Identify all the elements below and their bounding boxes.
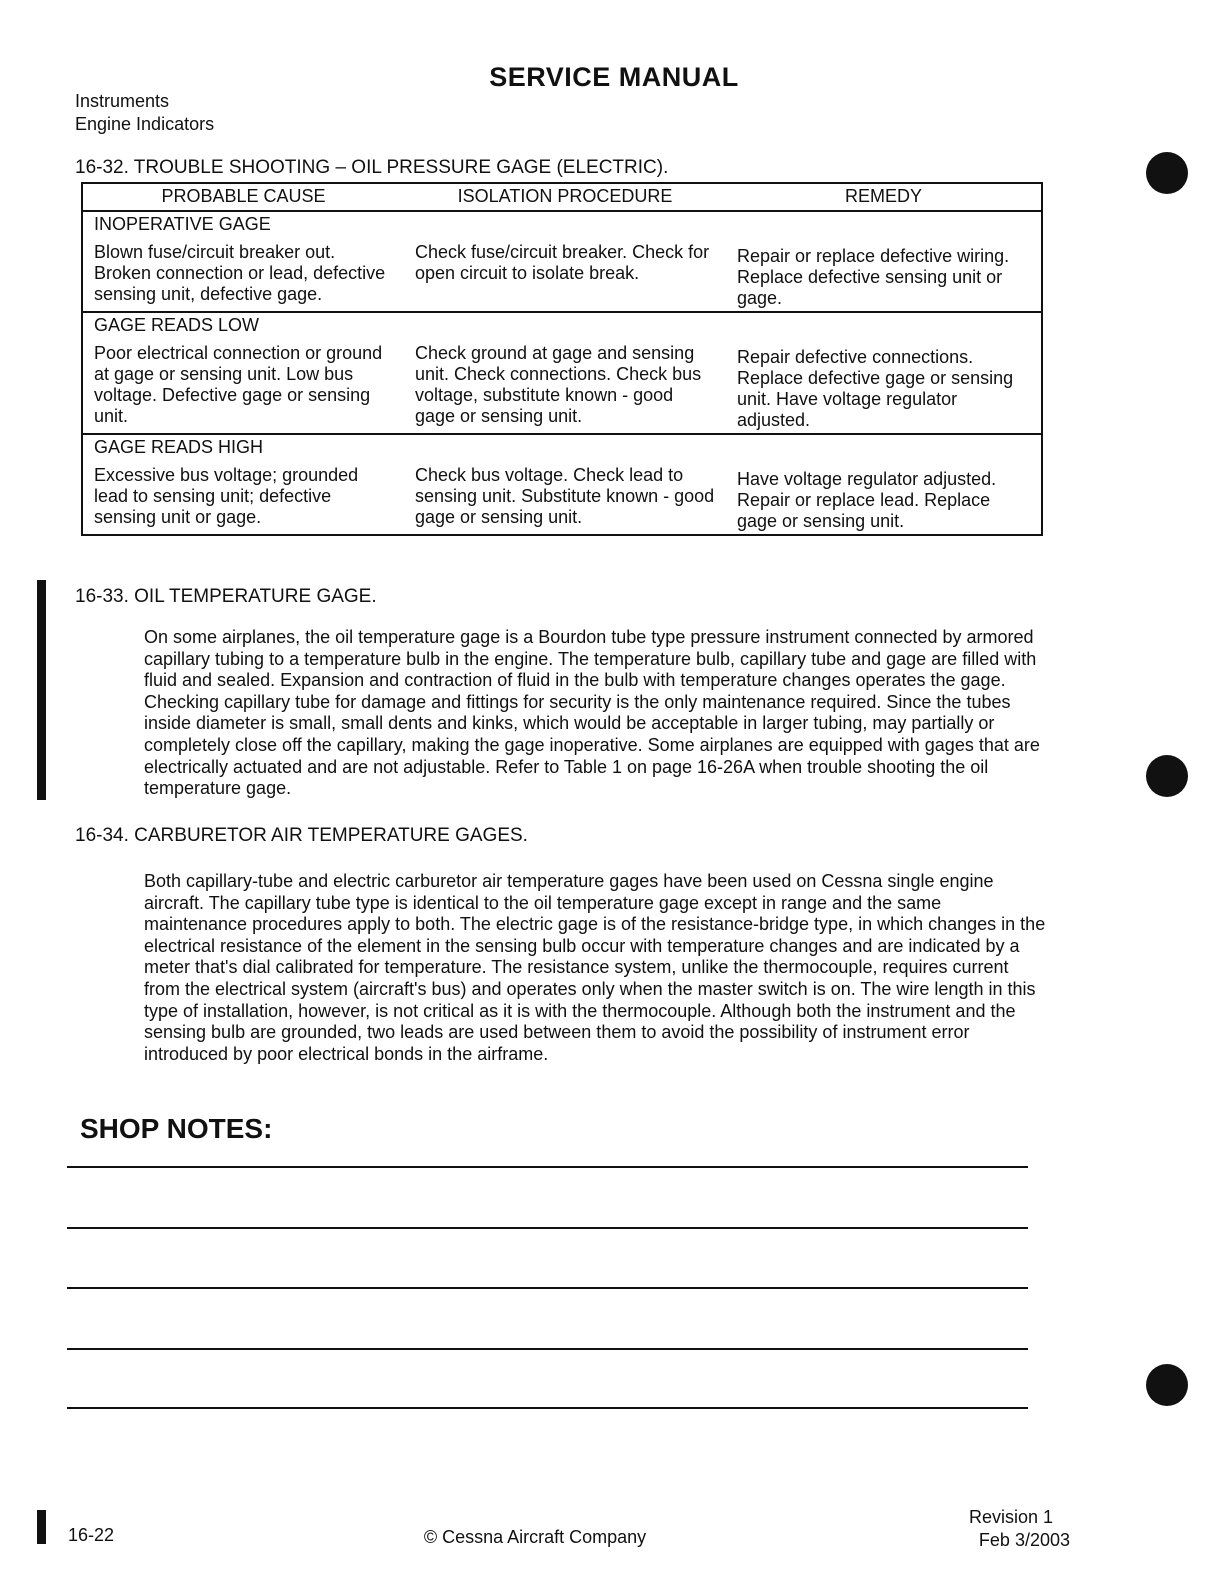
page-number: 16-22 xyxy=(68,1525,115,1545)
page-title: SERVICE MANUAL xyxy=(489,62,739,92)
revision-label: Revision 1 xyxy=(968,1507,1053,1527)
isolation-procedure-cell: Check fuse/circuit breaker. Check for open circuit to isolate break. xyxy=(404,238,726,312)
remedy-cell: Repair or replace defective wiring. Replace defective sensing unit or gage. xyxy=(726,238,1042,312)
section-heading-oil-temperature-gage: 16-33. OIL TEMPERATURE GAGE. xyxy=(75,586,377,607)
remedy-cell: Have voltage regulator adjusted. Repair or replace lead. Replace gage or sensing unit. xyxy=(737,469,997,531)
revision-date: Feb 3/2003 xyxy=(978,1530,1070,1550)
probable-cause-cell: Excessive bus voltage; grounded lead to sensing unit; defective sensing unit or gage. xyxy=(94,465,359,527)
revision-change-bar xyxy=(37,580,46,800)
binder-hole xyxy=(1146,152,1188,194)
binder-hole xyxy=(1146,1364,1188,1406)
column-header-remedy: REMEDY xyxy=(726,183,1042,211)
shop-notes-line xyxy=(67,1348,1028,1350)
trouble-shooting-table xyxy=(81,182,1043,536)
remedy-cell: Repair defective connections. Replace defective gage or sensing unit. Have voltage regulator adjusted. xyxy=(726,339,1042,434)
paragraph-oil-temperature-gage: On some airplanes, the oil temperature gage is a Bourdon tube type pressure instrument connected by armored capillary tubing to a temperature bulb in the engine. The temperature bulb, capillary tube and gage are filled with fluid and sealed. Expansion and contraction of fluid in the bulb with temperature changes operates the gage. Checking capillary tube for damage and fittings for security is the only maintenance required. Since the tubes inside diameter is small, small dents and kinks, which would be acceptable in larger tubing, may partially or completely close off the capillary, making the gage inoperative. Some airplanes are equipped with gages that are electrically actuated and are not adjustable. Refer to Table 1 on page 16-26A when trouble shooting the oil temperature gage. xyxy=(144,627,1040,799)
shop-notes-line xyxy=(67,1407,1028,1409)
breadcrumb-subsection: Engine Indicators xyxy=(75,114,215,134)
isolation-procedure-cell: Check bus voltage. Check lead to sensing unit. Substitute known - good gage or sensing unit. xyxy=(415,465,715,527)
probable-cause-cell: Blown fuse/circuit breaker out. Broken connection or lead, defective sensing unit, defective gage. xyxy=(82,238,404,312)
table-section-heading-row xyxy=(82,312,1042,339)
section-heading: INOPERATIVE GAGE xyxy=(94,214,271,234)
shop-notes-line xyxy=(67,1287,1028,1289)
table-section-heading-row xyxy=(82,434,1042,461)
shop-notes-line xyxy=(67,1166,1028,1168)
table-section-heading-row xyxy=(82,211,1042,238)
table-row xyxy=(82,461,1042,535)
table-row xyxy=(82,339,1042,434)
probable-cause-cell: Poor electrical connection or ground at gage or sensing unit. Low bus voltage. Defective gage or sensing unit. xyxy=(82,339,404,434)
table-row xyxy=(82,238,1042,312)
section-heading: GAGE READS HIGH xyxy=(94,437,264,457)
table-header-row xyxy=(82,183,1042,211)
section-heading-carburetor-air-temperature-gages: 16-34. CARBURETOR AIR TEMPERATURE GAGES. xyxy=(75,825,528,846)
column-header-probable-cause: PROBABLE CAUSE xyxy=(82,183,404,211)
paragraph-carburetor-air-temperature-gages: Both capillary-tube and electric carburetor air temperature gages have been used on Cessna single engine aircraft. The capillary tube type is identical to the oil temperature gage except in range and the same maintenance procedures apply to both. The electric gage is of the resistance-bridge type, in which changes in the electrical resistance of the element in the sensing bulb occur with temperature changes and are indicated by a meter that's dial calibrated for temperature. The resistance system, unlike the thermocouple, requires current from the electrical system (aircraft's bus) and operates only when the master switch is on. The wire length in this type of installation, however, is not critical as it is with the thermocouple. Although both the instrument and the sensing bulb are grounded, two leads are used between them to avoid the possibility of instrument error introduced by poor electrical bonds in the airframe. xyxy=(144,871,1046,1064)
binder-hole xyxy=(1146,755,1188,797)
copyright: © Cessna Aircraft Company xyxy=(423,1527,647,1547)
isolation-procedure-cell: Check ground at gage and sensing unit. Check connections. Check bus voltage, substitute known - good gage or sensing unit. xyxy=(404,339,726,434)
column-header-isolation-procedure: ISOLATION PROCEDURE xyxy=(404,183,726,211)
section-heading: GAGE READS LOW xyxy=(94,315,260,335)
table-caption: 16-32. TROUBLE SHOOTING – OIL PRESSURE GAGE (ELECTRIC). xyxy=(75,157,669,178)
shop-notes-line xyxy=(67,1227,1028,1229)
breadcrumb-section: Instruments xyxy=(75,91,170,111)
shop-notes-heading: SHOP NOTES: xyxy=(80,1113,273,1144)
